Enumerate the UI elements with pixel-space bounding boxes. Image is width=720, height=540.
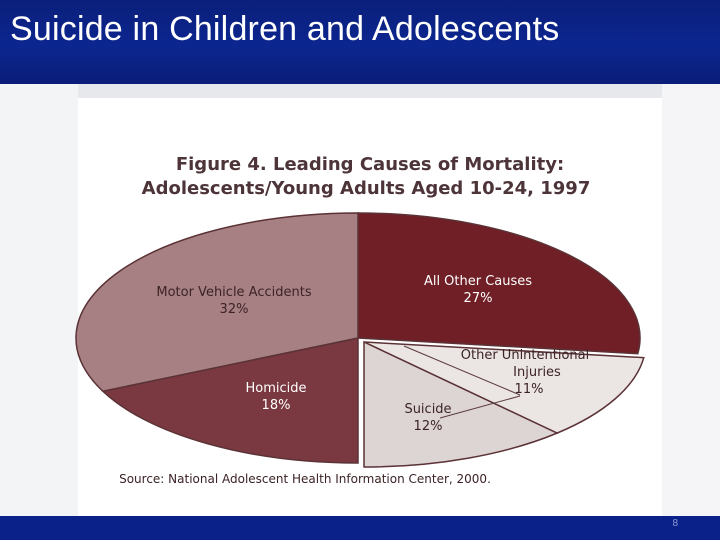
slide-footer — [0, 516, 720, 540]
slice-value-motor-vehicle-accidents: 32% — [219, 302, 249, 317]
page-number: 8 — [672, 518, 678, 529]
chart-source: Source: National Adolescent Health Information Center, 2000. — [119, 472, 491, 486]
slice-label-motor-vehicle-accidents: Motor Vehicle Accidents — [156, 285, 312, 300]
slice-label-homicide: Homicide — [245, 381, 307, 396]
slice-label-other-unintentional-injuries-line1: Other Unintentional — [460, 348, 590, 363]
slice-value-homicide: 18% — [261, 398, 291, 413]
pie-slices — [76, 213, 644, 467]
slice-value-all-other-causes: 27% — [463, 291, 493, 306]
slice-value-other-unintentional-injuries: 11% — [514, 382, 544, 397]
slide-title: Suicide in Children and Adolescents — [10, 10, 560, 48]
slice-value-suicide: 12% — [413, 419, 443, 434]
slice-label-other-unintentional-injuries-line2: Injuries — [513, 365, 561, 380]
slice-label-all-other-causes: All Other Causes — [423, 274, 533, 289]
chart-title-line2: Adolescents/Young Adults Aged 10-24, 1997 — [141, 178, 591, 199]
slice-label-suicide: Suicide — [404, 402, 452, 417]
chart-title-line1: Figure 4. Leading Causes of Mortality: — [175, 154, 565, 175]
